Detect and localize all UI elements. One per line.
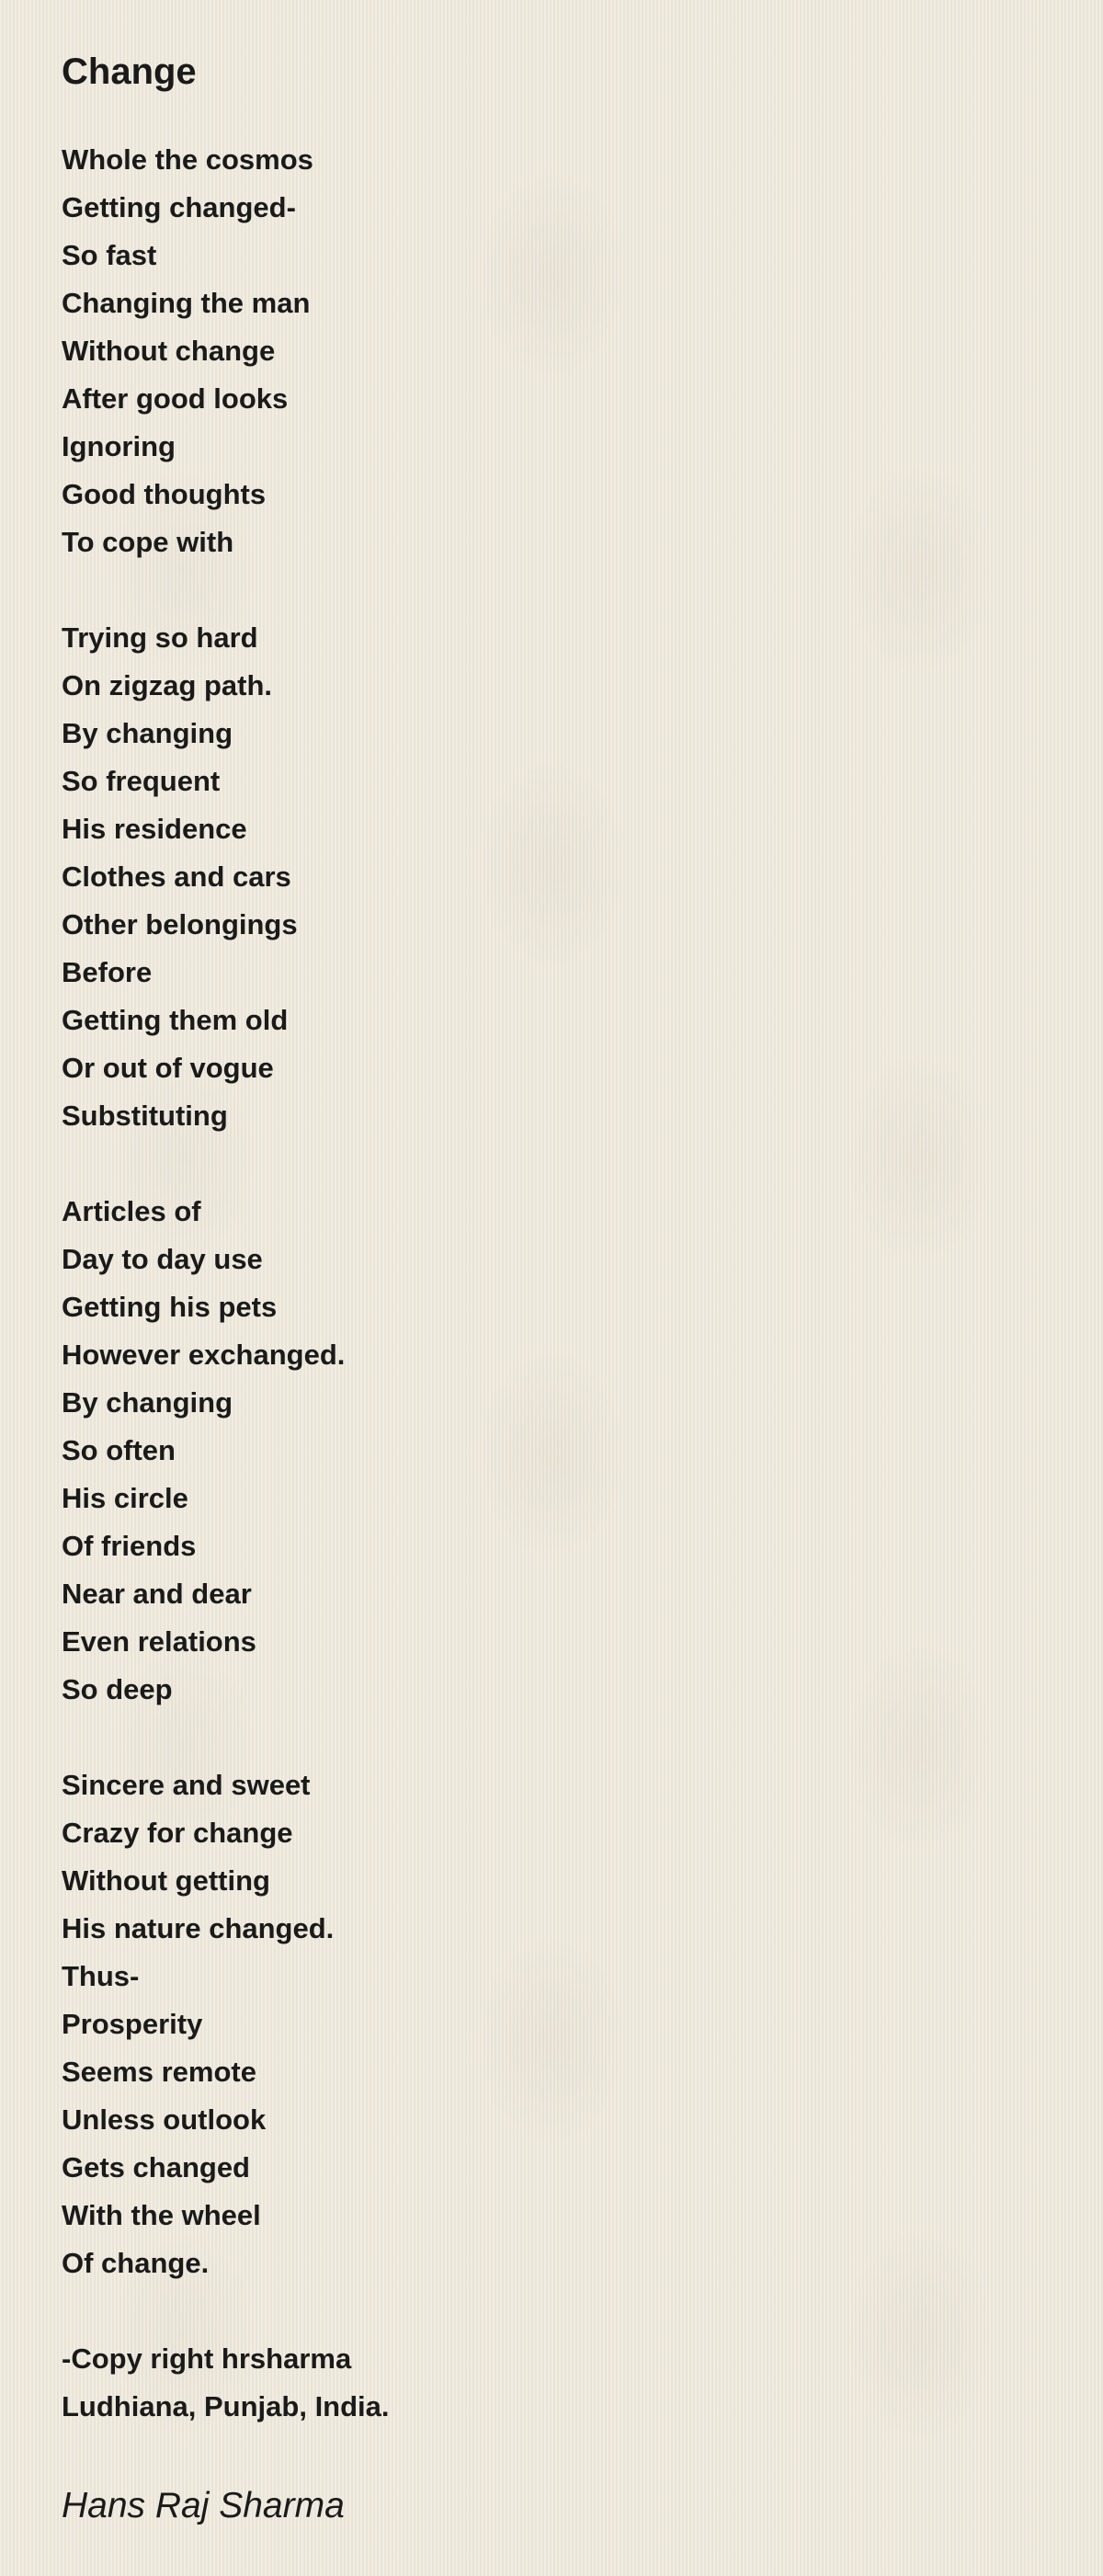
poem-stanza bbox=[62, 614, 1103, 1140]
poem-line: Ignoring bbox=[62, 430, 176, 462]
poem-line: Getting them old bbox=[62, 1004, 289, 1036]
poem-line: Ludhiana, Punjab, India. bbox=[62, 2390, 390, 2422]
poem-line: Other belongings bbox=[62, 908, 298, 940]
poem-line: Substituting bbox=[62, 1100, 228, 1132]
poem-line: Unless outlook bbox=[62, 2103, 267, 2136]
poem-line: Day to day use bbox=[62, 1243, 263, 1275]
poem-line: Near and dear bbox=[62, 1578, 252, 1610]
poem-line: Without change bbox=[62, 335, 276, 367]
poem-line: By changing bbox=[62, 1386, 233, 1419]
poem-line: Without getting bbox=[62, 1864, 270, 1897]
poem-line: Whole the cosmos bbox=[62, 143, 313, 176]
poem-line: Clothes and cars bbox=[62, 861, 291, 893]
poem-line: So often bbox=[62, 1434, 176, 1466]
poem-line: With the wheel bbox=[62, 2199, 261, 2231]
poem-line: Gets changed bbox=[62, 2151, 250, 2183]
poem-line: Getting changed- bbox=[62, 191, 296, 223]
poem-line: His residence bbox=[62, 813, 247, 845]
poem-stanza bbox=[62, 136, 1103, 566]
poem-line: Crazy for change bbox=[62, 1817, 293, 1849]
author-signature: Hans Raj Sharma bbox=[62, 2486, 345, 2525]
poem-body bbox=[62, 136, 1103, 2431]
poem-line: Changing the man bbox=[62, 287, 311, 319]
poem-line: To cope with bbox=[62, 526, 234, 558]
poem-stanza bbox=[62, 1761, 1103, 2287]
poem-line: So deep bbox=[62, 1673, 173, 1705]
poem-stanza bbox=[62, 1188, 1103, 1714]
poem-line: Or out of vogue bbox=[62, 1052, 274, 1084]
poem-line: Even relations bbox=[62, 1625, 256, 1658]
poem-line: Prosperity bbox=[62, 2008, 203, 2040]
poem-line: Thus- bbox=[62, 1960, 140, 1992]
poem-line: -Copy right hrsharma bbox=[62, 2342, 352, 2375]
poem-line: Articles of bbox=[62, 1195, 201, 1227]
poem-line: Trying so hard bbox=[62, 621, 258, 654]
poem-line: Good thoughts bbox=[62, 478, 267, 510]
poem-line: His nature changed. bbox=[62, 1912, 335, 1944]
poem-line: By changing bbox=[62, 717, 233, 749]
poem-line: After good looks bbox=[62, 382, 289, 415]
poem-line: Of friends bbox=[62, 1530, 197, 1562]
poem-line: His circle bbox=[62, 1482, 188, 1514]
poem-line: However exchanged. bbox=[62, 1339, 346, 1371]
poem-line: So fast bbox=[62, 239, 157, 271]
poem-line: Sincere and sweet bbox=[62, 1769, 311, 1801]
poem-line: Seems remote bbox=[62, 2056, 256, 2088]
poem-line: Getting his pets bbox=[62, 1291, 278, 1323]
poem-title: Change bbox=[62, 51, 197, 92]
poem-line: Before bbox=[62, 956, 153, 988]
poem-line: On zigzag path. bbox=[62, 669, 273, 701]
poem-line: So frequent bbox=[62, 765, 221, 797]
poem-line: Of change. bbox=[62, 2247, 210, 2279]
poem-stanza bbox=[62, 2335, 1103, 2431]
